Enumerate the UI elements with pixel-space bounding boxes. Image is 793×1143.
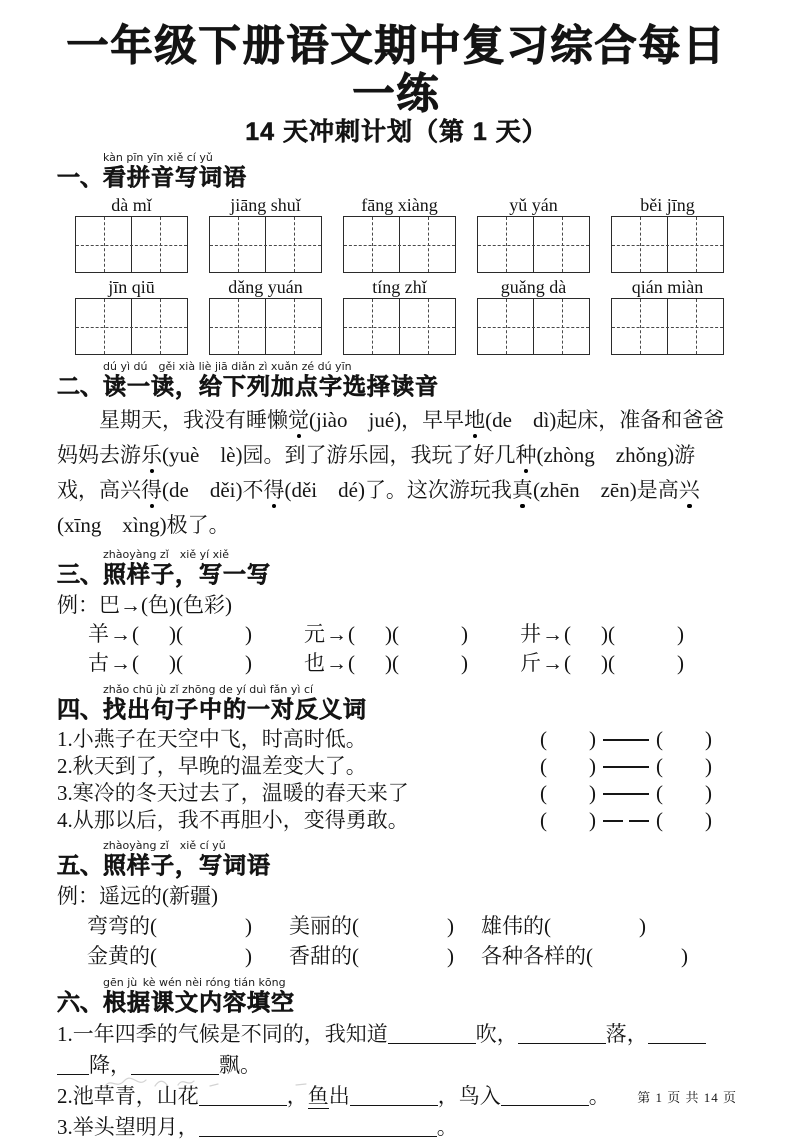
writing-grid-box bbox=[75, 216, 188, 273]
char-extend-row bbox=[88, 649, 736, 678]
dotted-char: 兴 bbox=[678, 478, 700, 502]
paren-open: ( bbox=[348, 622, 355, 646]
paren-open: ( bbox=[392, 651, 399, 675]
text-segment: 。 bbox=[588, 1084, 610, 1108]
pinyin-label: běi jīng bbox=[640, 195, 695, 215]
text-segment: (xīng xìng) bbox=[57, 513, 167, 537]
text-segment: 。 bbox=[436, 1115, 458, 1139]
paren-open: ( bbox=[132, 651, 139, 675]
paren-open: ( bbox=[150, 944, 157, 968]
paren-open: ( bbox=[656, 754, 663, 778]
paren-close: ) bbox=[677, 622, 684, 646]
text-segment: (zhòng zhǒng) bbox=[536, 443, 675, 467]
paren-open: ( bbox=[392, 622, 399, 646]
antonym-dash bbox=[603, 820, 649, 822]
section-5-header bbox=[57, 840, 736, 878]
writing-grid-box bbox=[343, 216, 456, 273]
pattern-label: 美丽的 bbox=[289, 914, 352, 938]
paren-open: ( bbox=[176, 622, 183, 646]
grid-cell bbox=[210, 299, 265, 354]
grid-cell bbox=[667, 299, 723, 354]
word-pattern-item bbox=[87, 911, 289, 941]
text-segment: 游戏，高兴 bbox=[57, 443, 696, 502]
underlined-char: 鱼 bbox=[307, 1084, 329, 1108]
grid-cell bbox=[533, 299, 589, 354]
text-segment: 星期天，我没有睡懒 bbox=[99, 408, 288, 432]
paren-open: ( bbox=[132, 622, 139, 646]
section-4-header bbox=[57, 684, 736, 722]
text-segment: 不 bbox=[242, 478, 264, 502]
paren-close: ) bbox=[681, 944, 688, 968]
word-pattern-item bbox=[87, 941, 289, 971]
example-line: 例：遥远的(新疆) bbox=[57, 884, 218, 908]
char-extend-item bbox=[88, 649, 304, 678]
paren-open: ( bbox=[656, 727, 663, 751]
dotted-char: 种 bbox=[515, 443, 537, 467]
text-segment: 了。这次游玩我 bbox=[364, 478, 512, 502]
paren-close: ) bbox=[705, 808, 712, 832]
page-number: 第 1 页 共 14 页 bbox=[637, 1090, 737, 1105]
paren-close: ) bbox=[447, 914, 454, 938]
section-title: 照样子，写词语 bbox=[103, 852, 271, 878]
section-2-choose-pronunciation bbox=[57, 361, 736, 543]
fill-blank bbox=[518, 1025, 606, 1044]
paren-open: ( bbox=[540, 808, 547, 832]
antonym-rows bbox=[57, 726, 736, 834]
paren-close: ) bbox=[601, 622, 608, 646]
text-segment: 飘。 bbox=[219, 1053, 261, 1077]
pattern-label: 香甜的 bbox=[289, 944, 352, 968]
section-3-write-like-example bbox=[57, 549, 736, 678]
writing-grid-box bbox=[477, 298, 590, 355]
paren-close: ) bbox=[677, 651, 684, 675]
paren-close: ) bbox=[245, 622, 252, 646]
section-number: 六、 bbox=[57, 989, 103, 1015]
paren-close: ) bbox=[461, 622, 468, 646]
text-segment: 是高 bbox=[636, 478, 679, 502]
text-segment: (jiào jué) bbox=[309, 408, 402, 432]
antonym-row bbox=[57, 726, 736, 753]
base-char: 元 bbox=[304, 622, 325, 646]
paren-close: ) bbox=[705, 754, 712, 778]
sentence-text: 1.小燕子在天空中飞，时高时低。 bbox=[57, 727, 367, 751]
pinyin-word-row bbox=[75, 276, 736, 355]
paren-close: ) bbox=[169, 651, 176, 675]
paren-open: ( bbox=[608, 651, 615, 675]
text-segment: (zhēn zēn) bbox=[532, 478, 637, 502]
section-1-header bbox=[57, 152, 736, 190]
text-segment: 极了。 bbox=[166, 513, 230, 537]
grid-cell bbox=[478, 299, 533, 354]
antonym-answer-group bbox=[500, 726, 712, 753]
dotted-char: 地 bbox=[464, 408, 486, 432]
word-pattern-row bbox=[87, 941, 736, 971]
section-pinyin: dú yì dú gěi xià liè jiā diǎn zì xuǎn zé dú yīn bbox=[103, 360, 352, 373]
word-pattern-rows bbox=[57, 911, 736, 971]
section-5-write-words bbox=[57, 840, 736, 971]
text-segment: 2.池草青，山花 bbox=[57, 1084, 199, 1108]
grid-cell bbox=[478, 217, 533, 272]
word-pattern-item bbox=[289, 911, 481, 941]
paren-close: ) bbox=[589, 808, 596, 832]
section-title: 找出句子中的一对反义词 bbox=[103, 696, 367, 722]
paren-close: ) bbox=[705, 727, 712, 751]
fill-blank bbox=[199, 1118, 437, 1137]
fill-blank-line bbox=[57, 1019, 736, 1050]
pinyin-word bbox=[343, 276, 456, 355]
section-title-stack bbox=[103, 977, 295, 1015]
paren-close: ) bbox=[385, 651, 392, 675]
sentence-text: 2.秋天到了，早晚的温差变大了。 bbox=[57, 754, 367, 778]
worksheet-page bbox=[57, 22, 736, 1143]
word-pattern-row bbox=[87, 911, 736, 941]
paren-close: ) bbox=[245, 914, 252, 938]
pinyin-label: jīn qiū bbox=[108, 277, 155, 297]
grid-cell bbox=[667, 217, 723, 272]
pinyin-word bbox=[209, 276, 322, 355]
antonym-answer-group bbox=[500, 807, 712, 834]
section-3-header bbox=[57, 549, 736, 587]
dotted-char: 真 bbox=[511, 478, 533, 502]
char-extend-item bbox=[520, 649, 736, 678]
paren-open: ( bbox=[656, 808, 663, 832]
grid-cell bbox=[131, 299, 187, 354]
dotted-char: 觉 bbox=[288, 408, 309, 432]
paren-close: ) bbox=[601, 651, 608, 675]
text-segment: 3.举头望明月， bbox=[57, 1115, 199, 1139]
pattern-label: 金黄的 bbox=[87, 944, 150, 968]
paren-open: ( bbox=[150, 914, 157, 938]
section-1-pinyin-writing bbox=[57, 152, 736, 355]
faint-scribble bbox=[100, 1072, 335, 1094]
char-extend-item bbox=[88, 620, 304, 649]
section-title-stack bbox=[103, 549, 271, 587]
grid-cell bbox=[533, 217, 589, 272]
paren-close: ) bbox=[705, 781, 712, 805]
grid-cell bbox=[265, 299, 321, 354]
antonym-row bbox=[57, 753, 736, 780]
text-segment: 降， bbox=[89, 1053, 131, 1077]
pattern-label: 雄伟的 bbox=[481, 914, 544, 938]
paren-open: ( bbox=[348, 651, 355, 675]
page-subtitle: 14 天冲刺计划（第 1 天） bbox=[245, 118, 548, 146]
section-6-header bbox=[57, 977, 736, 1015]
text-segment: 园。到了游乐园，我玩了好几 bbox=[242, 443, 516, 467]
base-char: 井 bbox=[520, 622, 541, 646]
pinyin-word bbox=[75, 276, 188, 355]
dotted-char: 得 bbox=[263, 478, 285, 502]
pinyin-word bbox=[611, 194, 724, 273]
section-title-stack bbox=[103, 840, 271, 878]
text-segment: 落， bbox=[605, 1022, 648, 1046]
pinyin-label: tíng zhǐ bbox=[372, 277, 427, 297]
paren-close: ) bbox=[589, 754, 596, 778]
section-number: 五、 bbox=[57, 852, 103, 878]
writing-grid-box bbox=[477, 216, 590, 273]
paren-close: ) bbox=[639, 914, 646, 938]
paren-close: ) bbox=[385, 622, 392, 646]
grid-cell bbox=[612, 299, 667, 354]
pinyin-word bbox=[343, 194, 456, 273]
char-extend-row bbox=[88, 620, 736, 649]
antonym-row bbox=[57, 780, 736, 807]
sentence-text: 3.寒冷的冬天过去了，温暖的春天来了 bbox=[57, 781, 409, 805]
arrow-icon: → bbox=[326, 622, 347, 646]
paren-close: ) bbox=[461, 651, 468, 675]
pinyin-word bbox=[477, 276, 590, 355]
pinyin-label: yǔ yán bbox=[509, 195, 558, 215]
arrow-icon: → bbox=[542, 651, 563, 675]
paren-open: ( bbox=[352, 914, 359, 938]
section-title-stack bbox=[103, 361, 439, 399]
grid-cell bbox=[76, 217, 131, 272]
arrow-icon: → bbox=[110, 622, 131, 646]
pinyin-grid-rows bbox=[57, 194, 736, 355]
paren-close: ) bbox=[245, 944, 252, 968]
pinyin-word bbox=[611, 276, 724, 355]
word-pattern-item bbox=[289, 941, 481, 971]
dotted-char: 乐 bbox=[141, 443, 162, 467]
text-segment: 出 bbox=[328, 1084, 350, 1108]
text-segment: 1.一年四季的气候是不同的，我知道 bbox=[57, 1022, 388, 1046]
base-char: 羊 bbox=[88, 622, 109, 646]
writing-grid-box bbox=[209, 298, 322, 355]
paren-open: ( bbox=[656, 781, 663, 805]
pinyin-word bbox=[75, 194, 188, 273]
section-number: 三、 bbox=[57, 561, 103, 587]
grid-cell bbox=[344, 217, 399, 272]
section-pinyin: kàn pīn yīn xiě cí yǔ bbox=[103, 151, 213, 164]
base-char: 古 bbox=[88, 651, 109, 675]
page-title: 一年级下册语文期中复习综合每日一练 bbox=[66, 22, 727, 117]
paren-open: ( bbox=[564, 622, 571, 646]
grid-cell bbox=[344, 299, 399, 354]
paren-open: ( bbox=[586, 944, 593, 968]
section-4-find-antonyms bbox=[57, 684, 736, 834]
section-title: 读一读，给下列加点字选择读音 bbox=[103, 373, 439, 399]
antonym-dash bbox=[603, 766, 649, 768]
fill-blank bbox=[57, 1056, 89, 1075]
section-title: 照样子，写一写 bbox=[103, 561, 271, 587]
section-number: 一、 bbox=[57, 164, 103, 190]
arrow-icon: → bbox=[326, 651, 347, 675]
paren-close: ) bbox=[589, 781, 596, 805]
writing-grid-box bbox=[209, 216, 322, 273]
text-segment: ， bbox=[286, 1084, 308, 1108]
section-2-header bbox=[57, 361, 736, 399]
section-pinyin: zhǎo chū jù zǐ zhōng de yí duì fǎn yì cí bbox=[103, 683, 314, 696]
paren-close: ) bbox=[447, 944, 454, 968]
char-extend-item bbox=[520, 620, 736, 649]
example-line: 例：巴→(色)(色彩) bbox=[57, 593, 232, 617]
section-title-stack bbox=[103, 684, 367, 722]
base-char: 斤 bbox=[520, 651, 541, 675]
base-char: 也 bbox=[304, 651, 325, 675]
writing-grid-box bbox=[75, 298, 188, 355]
word-pattern-item bbox=[481, 911, 646, 941]
section-number: 四、 bbox=[57, 696, 103, 722]
text-segment: ，早早 bbox=[401, 408, 465, 432]
paren-open: ( bbox=[564, 651, 571, 675]
reading-paragraph bbox=[57, 403, 736, 543]
antonym-dash bbox=[603, 793, 649, 795]
pattern-label: 弯弯的 bbox=[87, 914, 150, 938]
char-extend-rows bbox=[57, 620, 736, 678]
paren-open: ( bbox=[352, 944, 359, 968]
dotted-char: 得 bbox=[141, 478, 162, 502]
fill-blank bbox=[501, 1087, 589, 1106]
fill-blank-line bbox=[57, 1112, 736, 1143]
section-title: 看拼音写词语 bbox=[103, 164, 247, 190]
paren-close: ) bbox=[245, 651, 252, 675]
pinyin-label: jiāng shuǐ bbox=[230, 195, 301, 215]
char-extend-item bbox=[304, 649, 520, 678]
section-title-stack bbox=[103, 152, 247, 190]
grid-cell bbox=[76, 299, 131, 354]
text-segment: (yuè lè) bbox=[162, 443, 243, 467]
paren-open: ( bbox=[540, 781, 547, 805]
word-pattern-item bbox=[481, 941, 688, 971]
arrow-icon: → bbox=[110, 651, 131, 675]
section-6-fill-blanks bbox=[57, 977, 736, 1143]
paren-open: ( bbox=[544, 914, 551, 938]
char-extend-item bbox=[304, 620, 520, 649]
writing-grid-box bbox=[343, 298, 456, 355]
text-segment: (de dì) bbox=[485, 408, 557, 432]
text-segment: (děi dé) bbox=[284, 478, 365, 502]
antonym-answer-group bbox=[500, 780, 712, 807]
sentence-text: 4.从那以后，我不再胆小，变得勇敢。 bbox=[57, 808, 409, 832]
writing-grid-box bbox=[611, 216, 724, 273]
grid-cell bbox=[612, 217, 667, 272]
grid-cell bbox=[131, 217, 187, 272]
text-segment: 吹， bbox=[475, 1022, 518, 1046]
section-title: 根据课文内容填空 bbox=[103, 989, 295, 1015]
antonym-row bbox=[57, 807, 736, 834]
fill-blank bbox=[648, 1025, 706, 1044]
paren-close: ) bbox=[169, 622, 176, 646]
paren-close: ) bbox=[589, 727, 596, 751]
pinyin-label: qián miàn bbox=[631, 277, 704, 297]
pinyin-word bbox=[209, 194, 322, 273]
pinyin-label: guǎng dà bbox=[500, 277, 567, 297]
antonym-answer-group bbox=[500, 753, 712, 780]
grid-cell bbox=[399, 299, 455, 354]
paren-open: ( bbox=[540, 727, 547, 751]
grid-cell bbox=[265, 217, 321, 272]
paren-open: ( bbox=[540, 754, 547, 778]
text-segment: (de děi) bbox=[162, 478, 243, 502]
section-pinyin: zhàoyàng zǐ xiě cí yǔ bbox=[103, 839, 226, 852]
fill-blank bbox=[388, 1025, 476, 1044]
section-pinyin: gēn jù kè wén nèi róng tián kōng bbox=[103, 976, 286, 989]
grid-cell bbox=[210, 217, 265, 272]
pinyin-word bbox=[477, 194, 590, 273]
writing-grid-box bbox=[611, 298, 724, 355]
text-segment: 起床，准备和爸爸妈妈去游 bbox=[57, 408, 725, 467]
fill-blank bbox=[350, 1087, 438, 1106]
text-segment: ，鸟入 bbox=[437, 1084, 501, 1108]
pinyin-label: dà mǐ bbox=[111, 195, 152, 215]
paren-open: ( bbox=[176, 651, 183, 675]
section-pinyin: zhàoyàng zǐ xiě yí xiě bbox=[103, 548, 229, 561]
paren-open: ( bbox=[608, 622, 615, 646]
arrow-icon: → bbox=[542, 622, 563, 646]
grid-cell bbox=[399, 217, 455, 272]
antonym-dash bbox=[603, 739, 649, 741]
section-number: 二、 bbox=[57, 373, 103, 399]
pinyin-word-row bbox=[75, 194, 736, 273]
pinyin-label: fāng xiàng bbox=[361, 195, 438, 215]
pinyin-label: dǎng yuán bbox=[228, 277, 303, 297]
pattern-label: 各种各样的 bbox=[481, 944, 586, 968]
